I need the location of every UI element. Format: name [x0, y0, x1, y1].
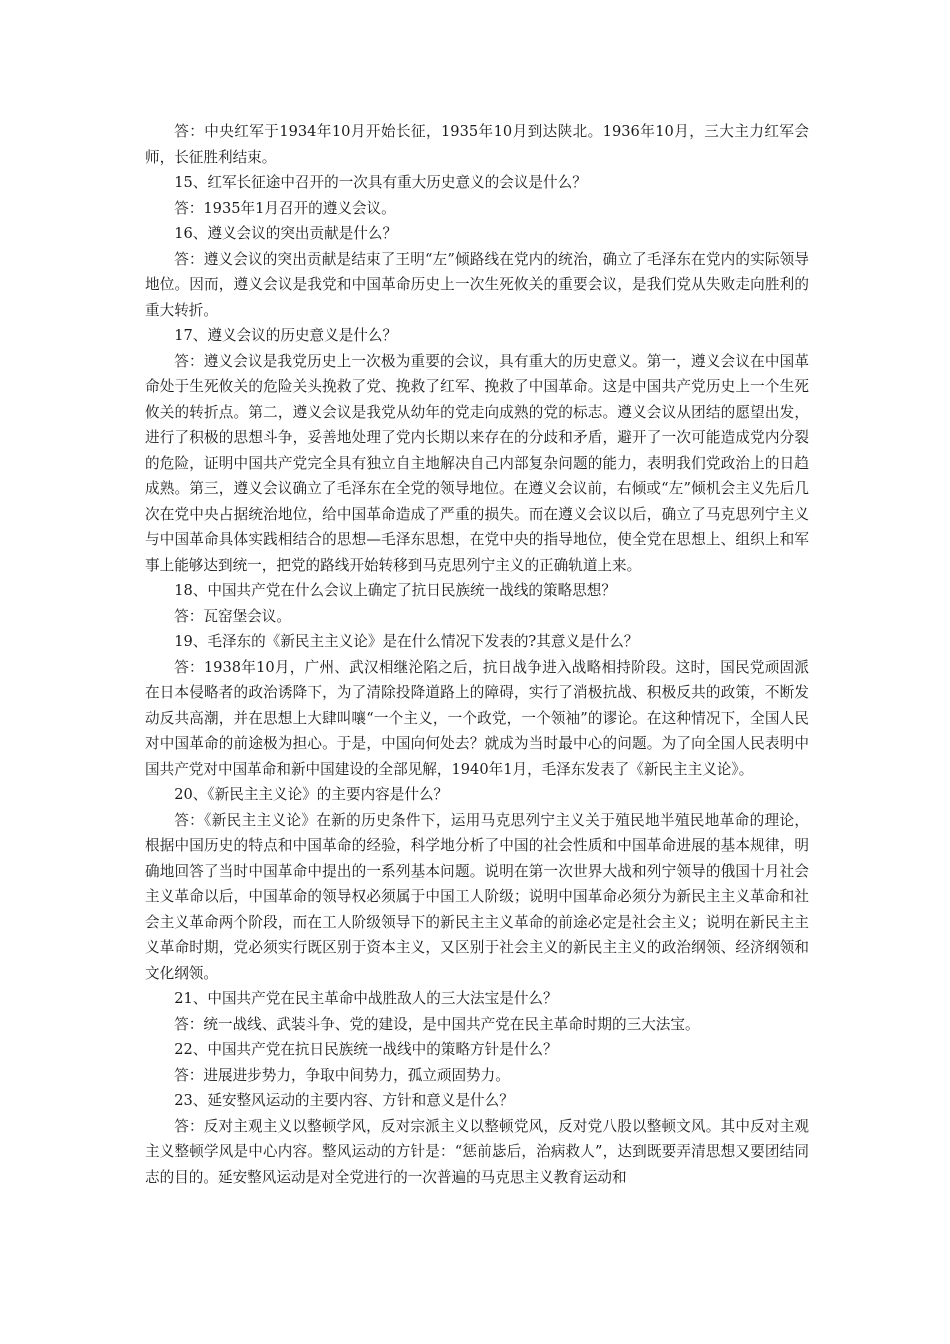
answer-14-paragraph: 答：中央红军于1934年10月开始长征，1935年10月到达陕北。1936年10月，三大主力红军会师，长征胜利结束。	[145, 123, 809, 166]
question-21-paragraph: 21、中国共产党在民主革命中战胜敌人的三大法宝是什么？	[174, 990, 558, 1007]
question-19-paragraph: 19、毛泽东的《新民主主义论》是在什么情况下发表的?其意义是什么？	[174, 633, 639, 650]
answer-19-paragraph: 答：1938年10月，广州、武汉相继沦陷之后，抗日战争进入战略相持阶段。这时，国民党顽固派在日本侵略者的政治诱降下，为了清除投降道路上的障碍，实行了消极抗战、积极反共的政策，不断发动反共高潮，并在思想上大肆叫嚷“一个主义，一个政党，一个领袖”的谬论。在这种情况下，全国人民对中国革命的前途极为担心。于是，中国向何处去？就成为当时最中心的问题。为了向全国人民表明中国共产党对中国革命和新中国建设的全部见解，1940年1月，毛泽东发表了《新民主主义论》。	[145, 658, 809, 778]
answer-21-paragraph: 答：统一战线、武装斗争、党的建设，是中国共产党在民主革命时期的三大法宝。	[174, 1015, 700, 1033]
question-15-paragraph: 15、红军长征途中召开的一次具有重大历史意义的会议是什么？	[174, 174, 587, 191]
answer-23-paragraph: 答：反对主观主义以整顿学风，反对宗派主义以整顿党风，反对党八股以整顿文风。其中反对主观主义整顿学风是中心内容。整风运动的方针是：“惩前毖后，治病救人”，达到既要弄清思想又要团结同志的目的。延安整风运动是对全党进行的一次普遍的马克思主义教育运动和	[145, 1117, 809, 1186]
answer-20-paragraph: 答：《新民主主义论》在新的历史条件下，运用马克思列宁主义关于殖民地半殖民地革命的理论，根据中国历史的特点和中国革命的经验，科学地分析了中国的社会性质和中国革命进展的基本规律，明确地回答了当时中国革命中提出的一系列基本问题。说明在第一次世界大战和列宁领导的俄国十月社会主义革命以后，中国革命的领导权必须属于中国工人阶级；说明中国革命必须分为新民主主义革命和社会主义革命两个阶段，而在工人阶级领导下的新民主主义革命的前途必定是社会主义；说明在新民主主义革命时期，党必须实行既区别于资本主义，又区别于社会主义的新民主主义的政治纲领、经济纲领和文化纲领。	[145, 811, 809, 982]
document-body	[145, 119, 809, 1190]
answer-22-paragraph: 答：进展进步势力，争取中间势力，孤立顽固势力。	[174, 1066, 510, 1084]
question-22-paragraph: 22、中国共产党在抗日民族统一战线中的策略方针是什么？	[174, 1041, 558, 1058]
question-17-paragraph: 17、遵义会议的历史意义是什么？	[174, 327, 398, 344]
question-20-paragraph: 20、《新民主主义论》的主要内容是什么？	[174, 786, 449, 803]
question-16-paragraph: 16、遵义会议的突出贡献是什么？	[174, 225, 398, 242]
question-18-paragraph: 18、中国共产党在什么会议上确定了抗日民族统一战线的策略思想？	[174, 582, 616, 599]
answer-16-paragraph: 答：遵义会议的突出贡献是结束了王明“左”倾路线在党内的统治，确立了毛泽东在党内的实际领导地位。因而，遵义会议是我党和中国革命历史上一次生死攸关的重要会议，是我们党从失败走向胜利的重大转折。	[145, 250, 809, 319]
question-23-paragraph: 23、延安整风运动的主要内容、方针和意义是什么？	[174, 1092, 514, 1109]
answer-15-paragraph: 答：1935年1月召开的遵义会议。	[174, 199, 396, 217]
answer-17-paragraph: 答：遵义会议是我党历史上一次极为重要的会议，具有重大的历史意义。第一，遵义会议在中国革命处于生死攸关的危险关头挽救了党、挽救了红军、挽救了中国革命。这是中国共产党历史上一个生死攸关的转折点。第二，遵义会议是我党从幼年的党走向成熟的党的标志。遵义会议从团结的愿望出发，进行了积极的思想斗争，妥善地处理了党内长期以来存在的分歧和矛盾，避开了一次可能造成党内分裂的危险，证明中国共产党完全具有独立自主地解决自己内部复杂问题的能力，表明我们党政治上的日趋成熟。第三，遵义会议确立了毛泽东在全党的领导地位。在遵义会议前，右倾或“左”倾机会主义先后几次在党中央占据统治地位，给中国革命造成了严重的损失。而在遵义会议以后，确立了马克思列宁主义与中国革命具体实践相结合的思想—毛泽东思想，在党中央的指导地位，使全党在思想上、组织上和军事上能够达到统一，把党的路线开始转移到马克思列宁主义的正确轨道上来。	[145, 352, 809, 574]
answer-18-paragraph: 答：瓦窑堡会议。	[174, 607, 291, 625]
